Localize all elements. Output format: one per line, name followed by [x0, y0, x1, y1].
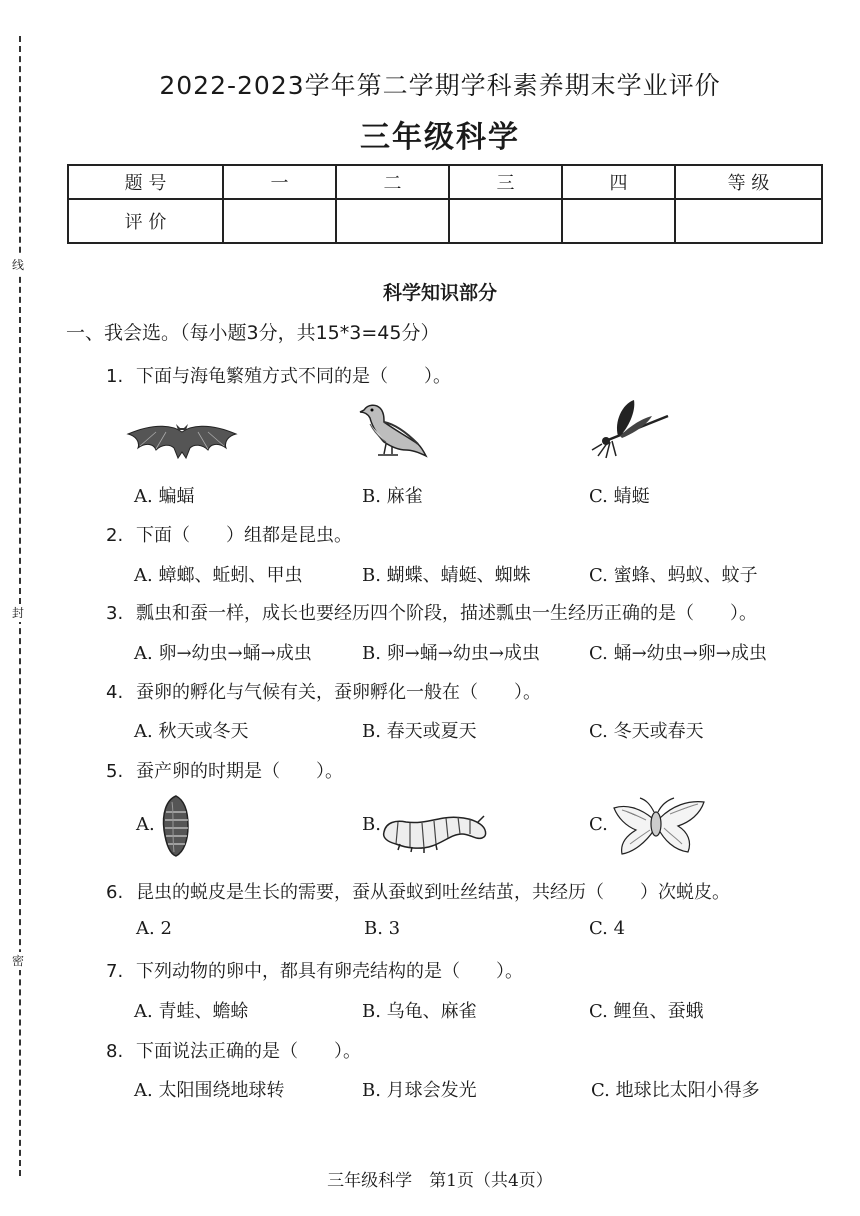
q2-option-b: B. 蝴蝶、蜻蜓、蜘蛛: [362, 565, 531, 586]
exam-subtitle: 三年级科学: [360, 120, 520, 155]
question-number: 7.: [106, 961, 124, 982]
score-cell-1: [223, 199, 336, 243]
dragonfly-illustration: [588, 398, 672, 460]
question-text: 瓢虫和蚕一样，成长也要经历四个阶段，描述瓢虫一生经历正确的是（ ）。: [136, 603, 757, 624]
score-table-col-3: 三: [449, 165, 562, 199]
section-title: 科学知识部分: [382, 282, 497, 304]
q3-option-b: B. 卵→蛹→幼虫→成虫: [362, 643, 540, 664]
q1-option-b: B. 麻雀: [362, 486, 423, 507]
question-3: [106, 599, 757, 625]
score-table-col-grade: 等 级: [675, 165, 822, 199]
q4-option-a: A. 秋天或冬天: [134, 721, 249, 742]
q1-option-c: C. 蜻蜓: [589, 486, 650, 507]
margin-mark-xian: 线: [12, 258, 25, 272]
question-text: 下列动物的卵中，都具有卵壳结构的是（ ）。: [136, 961, 523, 982]
bat-illustration: [126, 418, 238, 462]
question-number: 3.: [106, 603, 124, 624]
q4-option-c: C. 冬天或春天: [589, 721, 704, 742]
score-table-header-row: [68, 165, 822, 199]
q2-option-a: A. 蟑螂、蚯蚓、甲虫: [134, 565, 303, 586]
sparrow-illustration: [358, 400, 430, 462]
silk-moth-illustration: [610, 794, 706, 856]
q5-option-a: A.: [136, 814, 155, 835]
question-4: [106, 678, 541, 704]
q8-option-c: C. 地球比太阳小得多: [591, 1080, 760, 1101]
q5-option-c: C.: [589, 814, 608, 835]
q5-option-b: B.: [362, 814, 381, 835]
q6-option-c: C. 4: [589, 918, 626, 939]
q7-option-a: A. 青蛙、蟾蜍: [134, 1001, 249, 1022]
question-2: [106, 521, 352, 547]
question-text: 蚕产卵的时期是（ ）。: [136, 761, 343, 782]
question-6: [106, 878, 730, 904]
q6-option-a: A. 2: [136, 918, 172, 939]
q2-option-c: C. 蜜蜂、蚂蚁、蚊子: [589, 565, 758, 586]
q7-option-c: C. 鲤鱼、蚕蛾: [589, 1001, 704, 1022]
score-table-label-number: 题 号: [68, 165, 223, 199]
silkworm-illustration: [380, 808, 492, 854]
question-text: 下面与海龟繁殖方式不同的是（ ）。: [136, 366, 451, 387]
score-table-col-1: 一: [223, 165, 336, 199]
question-number: 6.: [106, 882, 124, 903]
q6-option-b: B. 3: [364, 918, 401, 939]
question-7: [106, 957, 523, 983]
score-table-eval-row: [68, 199, 822, 243]
question-text: 下面说法正确的是（ ）。: [136, 1041, 361, 1062]
margin-mark-feng: 封: [12, 606, 25, 620]
score-table: [67, 164, 823, 244]
score-table-col-4: 四: [562, 165, 675, 199]
question-number: 4.: [106, 682, 124, 703]
score-cell-grade: [675, 199, 822, 243]
question-text: 下面（ ）组都是昆虫。: [136, 525, 352, 546]
q8-option-b: B. 月球会发光: [362, 1080, 477, 1101]
question-text: 蚕卵的孵化与气候有关，蚕卵孵化一般在（ ）。: [136, 682, 541, 703]
score-table-col-2: 二: [336, 165, 449, 199]
q7-option-b: B. 乌龟、麻雀: [362, 1001, 477, 1022]
margin-mark-mi: 密: [12, 954, 25, 968]
question-1: [106, 362, 451, 388]
q3-option-c: C. 蛹→幼虫→卵→成虫: [589, 643, 767, 664]
question-5: [106, 757, 343, 783]
part1-heading: 一、我会选。（每小题3分，共15*3=45分）: [66, 322, 440, 344]
score-cell-4: [562, 199, 675, 243]
page-footer: 三年级科学 第1页（共4页）: [327, 1171, 553, 1191]
exam-title: 2022-2023学年第二学期学科素养期末学业评价: [159, 71, 721, 100]
question-8: [106, 1037, 361, 1063]
score-cell-2: [336, 199, 449, 243]
question-number: 8.: [106, 1041, 124, 1062]
score-cell-3: [449, 199, 562, 243]
score-table-label-eval: 评 价: [68, 199, 223, 243]
q4-option-b: B. 春天或夏天: [362, 721, 477, 742]
q3-option-a: A. 卵→幼虫→蛹→成虫: [134, 643, 312, 664]
question-number: 2.: [106, 525, 124, 546]
q8-option-a: A. 太阳围绕地球转: [134, 1080, 285, 1101]
q1-option-a: A. 蝙蝠: [134, 486, 195, 507]
question-text: 昆虫的蜕皮是生长的需要，蚕从蚕蚁到吐丝结茧，共经历（ ）次蜕皮。: [136, 882, 730, 903]
cocoon-pupa-illustration: [158, 794, 194, 858]
question-number: 1.: [106, 366, 124, 387]
question-number: 5.: [106, 761, 124, 782]
